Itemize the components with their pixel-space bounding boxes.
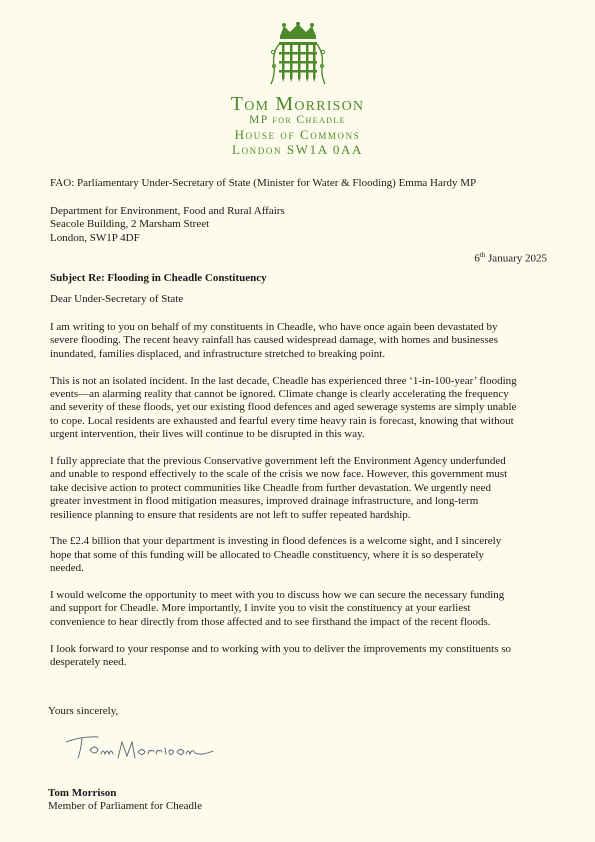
address-line: Department for Environment, Food and Rural Affairs	[50, 205, 285, 217]
letterhead-house: House of Commons	[234, 127, 361, 142]
letterhead-role: MP for Cheadle	[249, 114, 346, 126]
body-paragraph: I am writing to you on behalf of my constituents in Cheadle, who have once again been devastated by severe flooding. The recent heavy rainfall has caused widespread damage, with homes and businesses inundated, families displaced, and infrastructure stretched to breaking point.	[50, 321, 498, 360]
body-paragraph: The £2.4 billion that your department is investing in flood defences is a welcome sight, and I sincerely hope that some of this funding will be allocated to Cheadle constituency, where it is so desperately needed.	[50, 535, 502, 575]
letterhead-name: Tom Morrison	[230, 93, 365, 115]
signer-title: Member of Parliament for Cheadle	[48, 800, 202, 813]
address-line: London, SW1P 4DF	[50, 231, 140, 244]
subject-line: Subject Re: Flooding in Cheadle Constituency	[50, 272, 267, 284]
date-suffix: th	[479, 251, 486, 259]
letterhead-city: London SW1A 0AA	[232, 142, 363, 157]
letterhead	[0, 22, 595, 157]
body-paragraph: I fully appreciate that the previous Conservative government left the Environment Agency underfunded and unable to respond effectively to the scale of the crisis we now face. However, this government must take decisive action to protect communities like Cheadle from further devastation. We urgently need greater investment in flood mitigation measures, improved drainage infrastructure, and long-term resilience planning to ensure that residents are not left to suffer repeated hardship.	[50, 455, 508, 521]
date-day: 6	[474, 252, 480, 265]
signer-name: Tom Morrison	[48, 787, 117, 799]
salutation: Dear Under-Secretary of State	[50, 293, 184, 305]
closing: Yours sincerely,	[48, 705, 119, 717]
letter-date	[474, 251, 547, 265]
portcullis-icon	[268, 22, 328, 88]
body-paragraph: I would welcome the opportunity to meet with you to discuss how we can secure the necessary funding and support for Cheadle. More importantly, I invite you to visit the constituency at your earliest convenience to hear directly from those affected and to see firsthand the impact of the recent floods.	[50, 589, 505, 628]
recipient-address	[50, 205, 520, 245]
signer-block	[48, 787, 202, 814]
handwritten-signature	[64, 728, 214, 768]
date-rest: January 2025	[485, 252, 547, 265]
address-line: Seacole Building, 2 Marsham Street	[50, 218, 210, 231]
body-paragraph: I look forward to your response and to working with you to deliver the improvements my constituents so desperately need.	[50, 642, 512, 669]
fao-line: FAO: Parliamentary Under-Secretary of State (Minister for Water & Flooding) Emma Hardy MP	[50, 177, 477, 189]
letter-body	[50, 321, 520, 683]
body-paragraph: This is not an isolated incident. In the last decade, Cheadle has experienced three ‘1-in-100-year’ flooding events—an alarming reality that cannot be ignored. Climate change is clearly accelerating the frequency and severity of these floods, yet our existing flood defences and aged sewerage systems are simply unable to cope. Local residents are exhausted and fearful every time heavy rain is forecast, knowing that without urgent intervention, their lives will continue to be disrupted in this way.	[50, 374, 517, 441]
